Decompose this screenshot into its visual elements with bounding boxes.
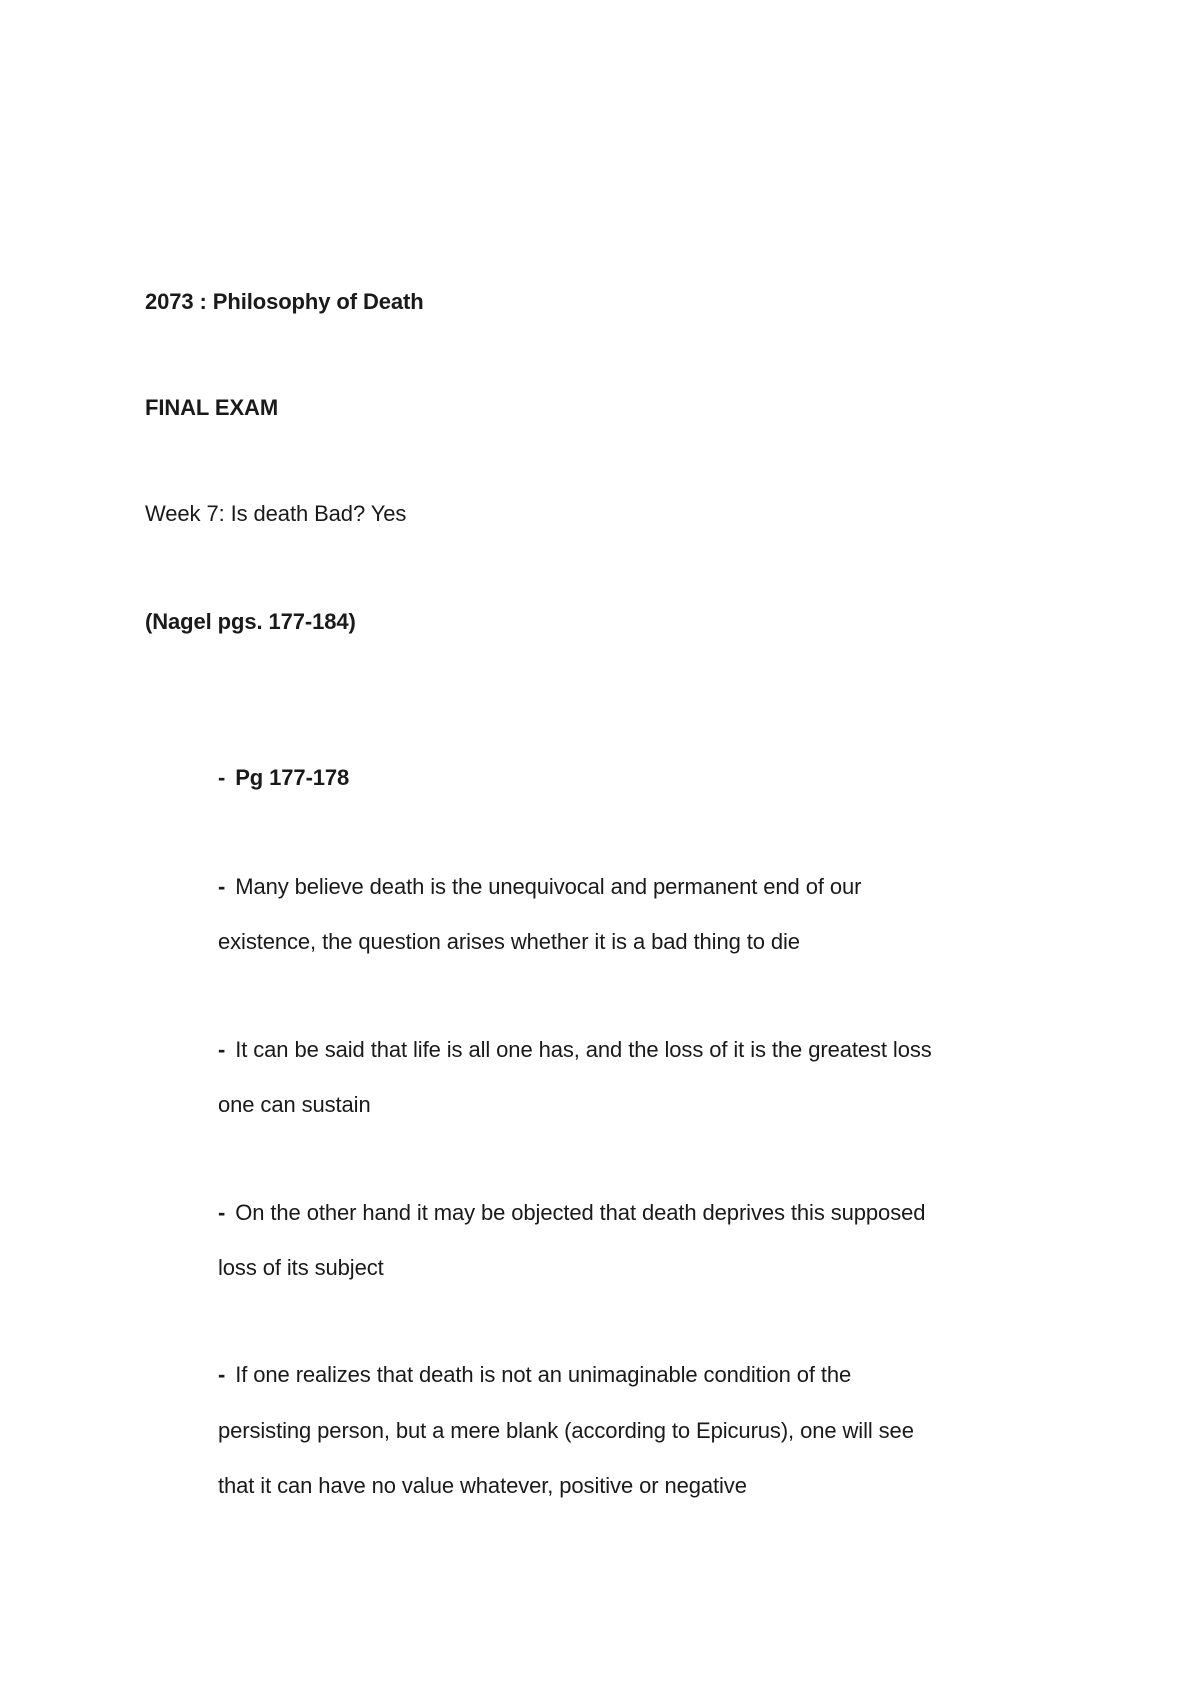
note-text: It can be said that life is all one has, and the loss of it is the greatest loss xyxy=(235,1037,932,1062)
bullet-dash: - xyxy=(218,1362,226,1387)
note-item-2-line-1 xyxy=(218,1036,932,1064)
reading-reference: (Nagel pgs. 177-184) xyxy=(145,609,356,634)
note-item-1-line-2: existence, the question arises whether it is a bad thing to die xyxy=(218,929,800,954)
note-item-3-line-1 xyxy=(218,1199,925,1227)
note-item-4-line-1 xyxy=(218,1361,851,1389)
week-heading: Week 7: Is death Bad? Yes xyxy=(145,501,407,526)
bullet-dash: - xyxy=(218,765,226,790)
note-item-1-line-1 xyxy=(218,873,861,901)
course-title: 2073 : Philosophy of Death xyxy=(145,289,424,314)
note-item-2-line-2: one can sustain xyxy=(218,1092,371,1117)
exam-title: FINAL EXAM xyxy=(145,395,279,420)
note-item-3-line-2: loss of its subject xyxy=(218,1255,384,1280)
note-text: If one realizes that death is not an unimaginable condition of the xyxy=(235,1362,852,1387)
note-item-4-line-2: persisting person, but a mere blank (according to Epicurus), one will see xyxy=(218,1418,914,1443)
pages-heading xyxy=(218,764,349,792)
note-text: On the other hand it may be objected that death deprives this supposed xyxy=(235,1200,926,1225)
bullet-dash: - xyxy=(218,1200,226,1225)
bullet-dash: - xyxy=(218,1037,226,1062)
note-item-4-line-3: that it can have no value whatever, positive or negative xyxy=(218,1473,747,1498)
note-text: Many believe death is the unequivocal and permanent end of our xyxy=(235,874,862,899)
pages-heading-text: Pg 177-178 xyxy=(235,765,350,790)
bullet-dash: - xyxy=(218,874,226,899)
